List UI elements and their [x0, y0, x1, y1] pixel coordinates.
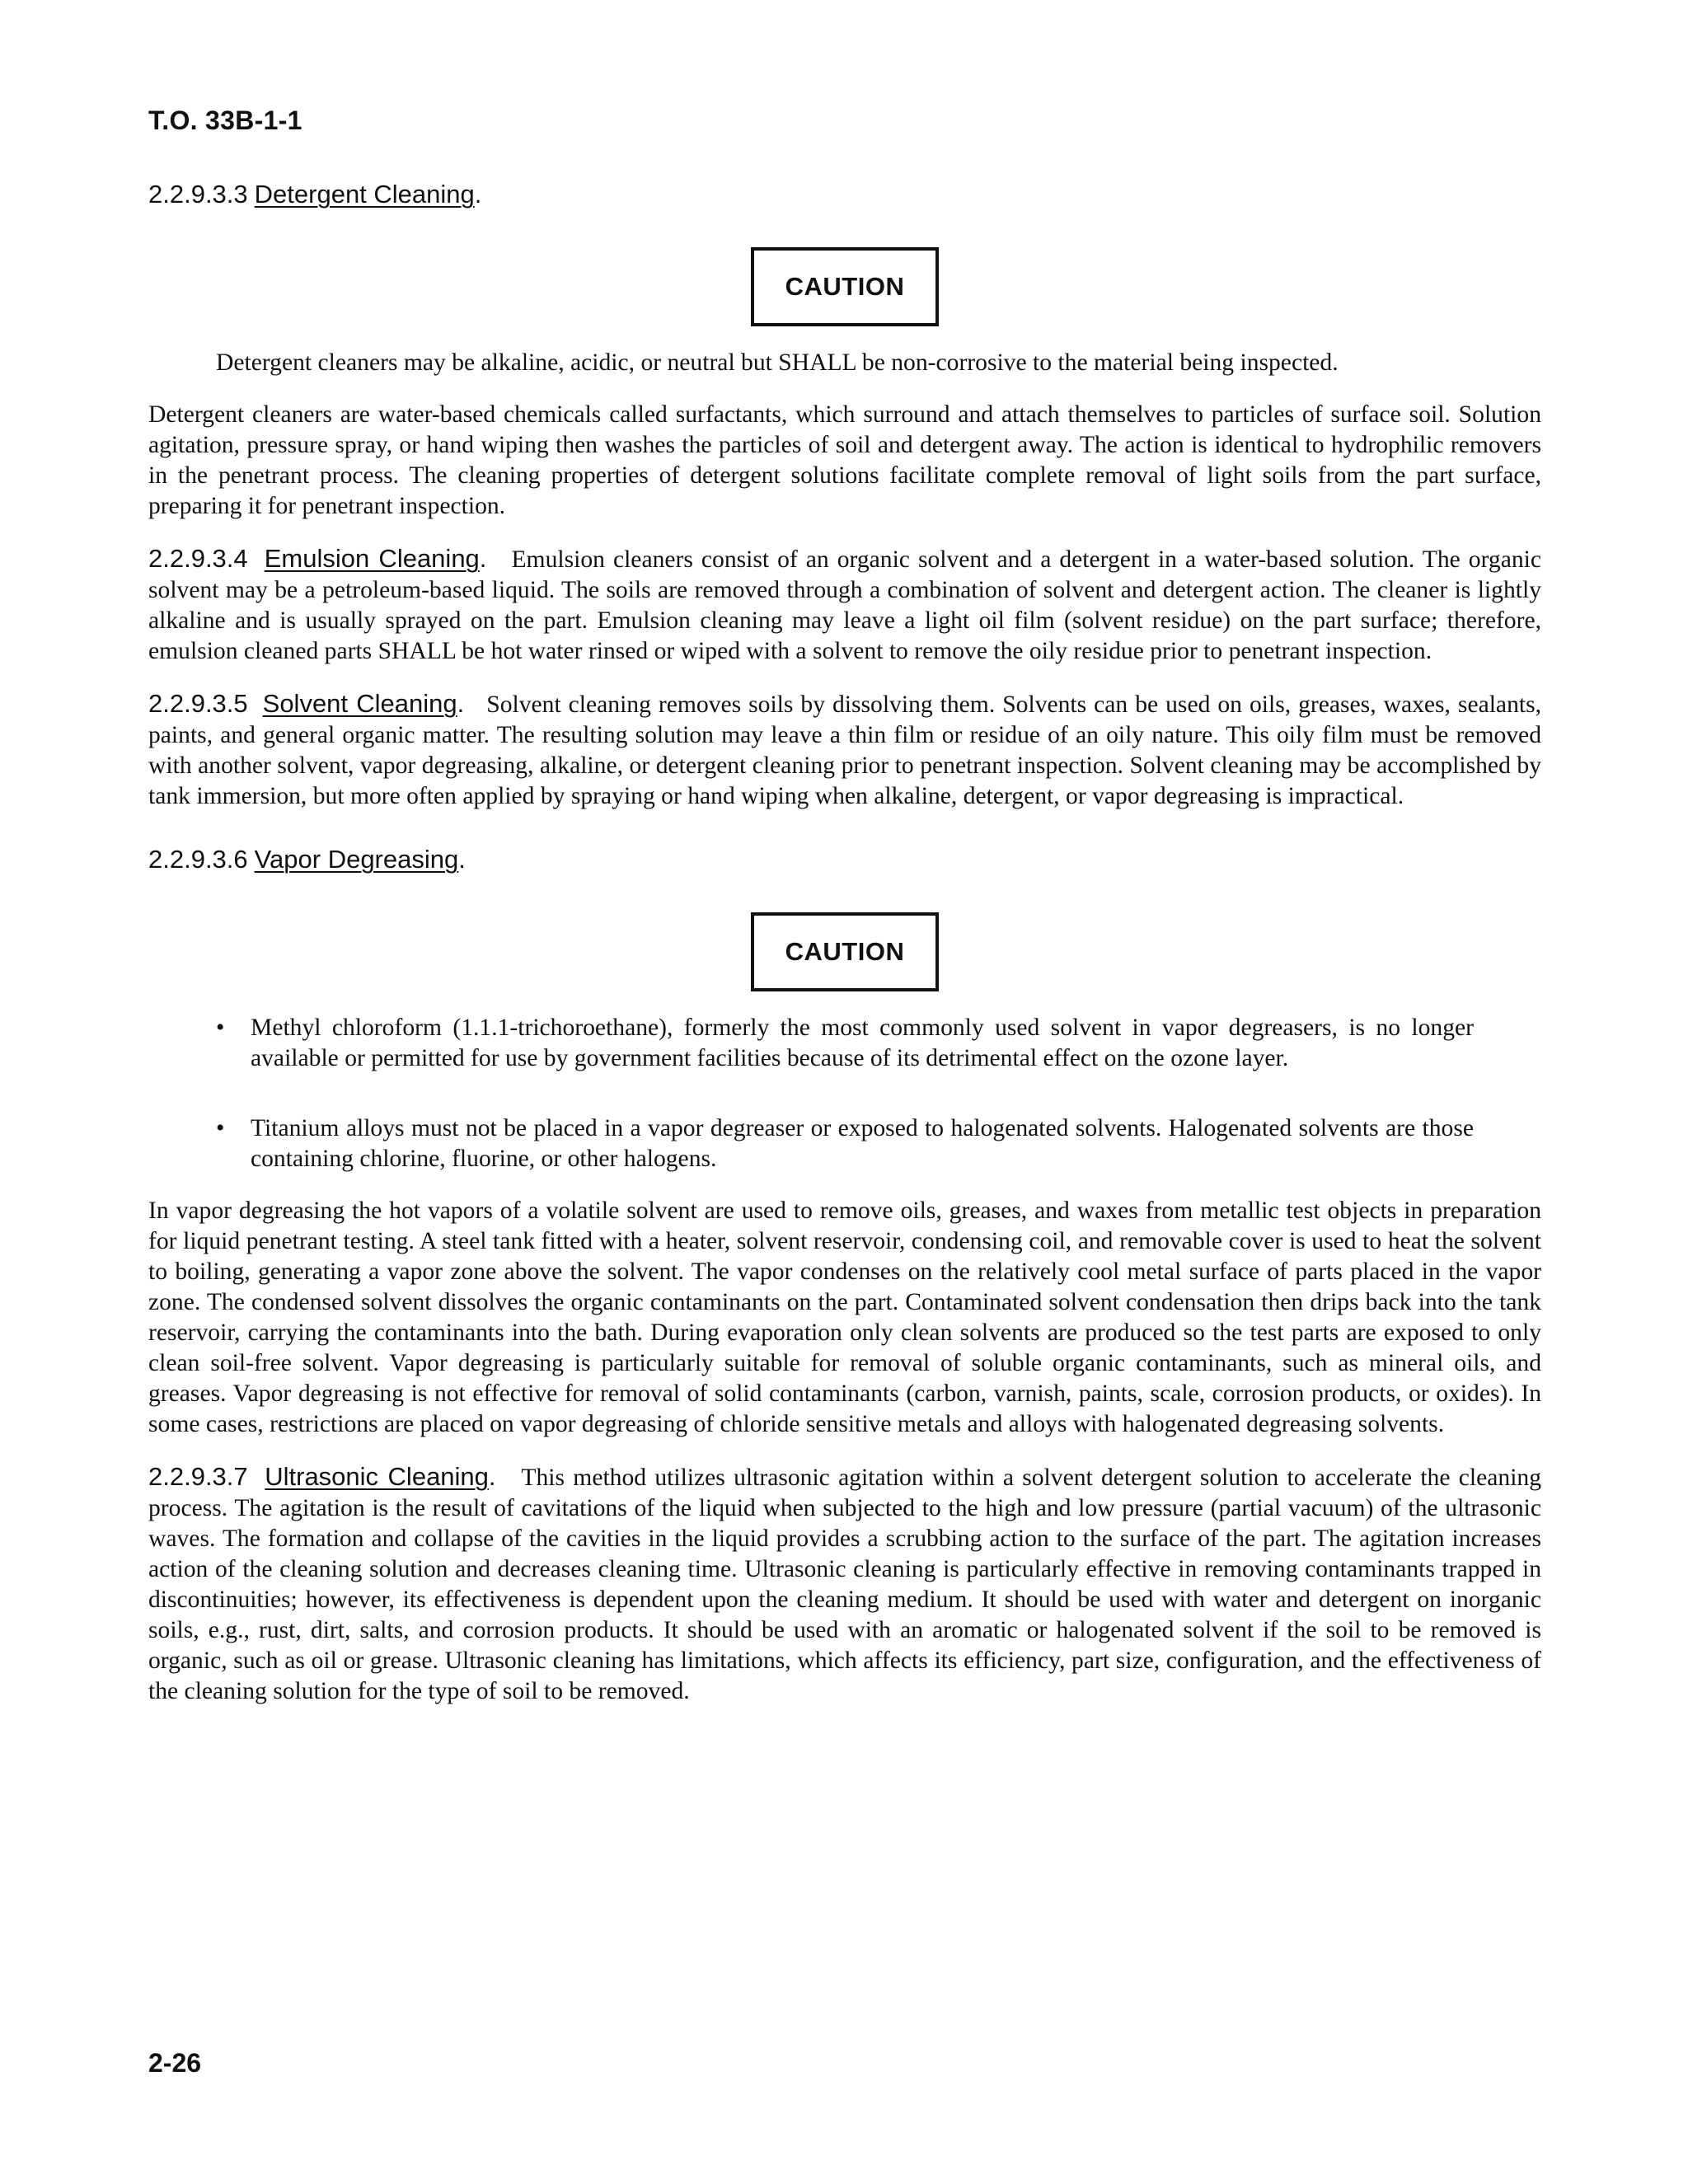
- section-emulsion-cleaning: 2.2.9.3.4 Emulsion Cleaning. Emulsion cleaners consist of an organic solvent and a detergent in a water-based solution. The organic solvent may be a petroleum-based liquid. The soils are removed through a combination of solvent and detergent action. The cleaner is lightly alkaline and is usually sprayed on the part. Emulsion cleaning may leave a light oil film (solvent residue) on the part surface; therefore, emulsion cleaned parts SHALL be hot water rinsed or wiped with a solvent to remove the oily residue prior to penetrant inspection.: [148, 544, 1541, 664]
- section-body: This method utilizes ultrasonic agitation within a solvent detergent solution to accelerate the cleaning process. The agitation is the result of cavitations of the liquid when subjected to the high and low pressure (partial vacuum) of the ultrasonic waves. The formation and collapse of the cavities in the liquid provides a scrubbing action to the surface of the part. The agitation increases action of the cleaning solution and decreases cleaning time. Ultrasonic cleaning is particularly effective in removing contaminants trapped in discontinuities; however, its effectiveness is dependent upon the cleaning medium. It should be used with water and detergent on inorganic soils, e.g., rust, dirt, salts, and corrosion products. It should be used with an aromatic or halogenated solvent if the soil to be removed is organic, such as oil or grease. Ultrasonic cleaning has limitations, which affects its efficiency, part size, configuration, and the effectiveness of the cleaning solution for the type of soil to be removed.: [148, 1465, 1542, 1704]
- section-number: 2.2.9.3.4: [148, 544, 248, 573]
- document-id-header: T.O. 33B-1-1: [148, 105, 302, 135]
- section-number: 2.2.9.3.3: [148, 180, 248, 209]
- bullet-icon: •: [216, 1115, 225, 1141]
- bullet-icon: •: [216, 1015, 225, 1041]
- section-heading-vapor-degreasing: 2.2.9.3.6 Vapor Degreasing.: [148, 845, 466, 874]
- body-paragraph: Detergent cleaners are water-based chemicals called surfactants, which surround and attach themselves to particles of surface soil. Solution agitation, pressure spray, or hand wiping then washes the particles of soil and detergent away. The action is identical to hydrophilic removers in the penetrant process. The cleaning properties of detergent solutions facilitate complete removal of light soils from the part surface, preparing it for penetrant inspection.: [148, 401, 1541, 519]
- section-title: Ultrasonic Cleaning: [265, 1462, 489, 1491]
- section-number: 2.2.9.3.5: [148, 689, 248, 718]
- section-body: Solvent cleaning removes soils by dissolving them. Solvents can be used on oils, greases, waxes, sealants, paints, and general organic matter. The resulting solution may leave a thin film or residue of an oily nature. This oily film must be removed with another solvent, vapor degreasing, alkaline, or detergent cleaning prior to penetrant inspection. Solvent cleaning may be accomplished by tank immersion, but more often applied by spraying or hand wiping when alkaline, detergent, or vapor degreasing is impractical.: [148, 691, 1542, 809]
- caution-label-box: CAUTION: [751, 912, 940, 991]
- section-body: Emulsion cleaners consist of an organic solvent and a detergent in a water-based solution. The organic solvent may be a petroleum-based liquid. The soils are removed through a combination of solvent and detergent action. The cleaner is lightly alkaline and is usually sprayed on the part. Emulsion cleaning may leave a light oil film (solvent residue) on the part surface; therefore, emulsion cleaned parts SHALL be hot water rinsed or wiped with a solvent to remove the oily residue prior to penetrant inspection.: [148, 546, 1541, 664]
- page-content: [148, 176, 1541, 1728]
- section-title: Detergent Cleaning: [254, 180, 475, 209]
- section-number: 2.2.9.3.7: [148, 1462, 248, 1491]
- section-title: Vapor Degreasing: [254, 845, 459, 874]
- caution-label-box: CAUTION: [751, 247, 940, 326]
- document-page: [148, 0, 1541, 2184]
- page-number: 2-26: [148, 2048, 202, 2078]
- caution-bullet-item: • Titanium alloys must not be placed in a vapor degreaser or exposed to halogenated solvents. Halogenated solvents are those containing chlorine, fluorine, or other halogens.: [216, 1115, 1474, 1172]
- section-heading-detergent-cleaning: 2.2.9.3.3 Detergent Cleaning.: [148, 180, 482, 209]
- section-title: Emulsion Cleaning: [264, 544, 480, 573]
- body-paragraph: In vapor degreasing the hot vapors of a volatile solvent are used to remove oils, greases, and waxes from metallic test objects in preparation for liquid penetrant testing. A steel tank fitted with a heater, solvent reservoir, condensing coil, and removable cover is used to heat the solvent to boiling, generating a vapor zone above the solvent. The vapor condenses on the relatively cool metal surface of parts placed in the vapor zone. The condensed solvent dissolves the organic contaminants on the part. Contaminated solvent condensation then drips back into the tank reservoir, carrying the contaminants into the bath. During evaporation only clean solvents are produced so the test parts are exposed to only clean soil-free solvent. Vapor degreasing is particularly suitable for removal of soluble organic contaminants, such as mineral oils, and greases. Vapor degreasing is not effective for removal of solid contaminants (carbon, varnish, paints, scale, corrosion products, or oxides). In some cases, restrictions are placed on vapor degreasing of chloride sensitive metals and alloys with halogenated degreasing solvents.: [148, 1197, 1541, 1437]
- caution-bullet-list: [216, 1013, 1474, 1174]
- caution-text: Detergent cleaners may be alkaline, acidic, or neutral but SHALL be non-corrosive to the material being inspected.: [216, 349, 1339, 376]
- section-title: Solvent Cleaning: [262, 689, 457, 718]
- section-solvent-cleaning: 2.2.9.3.5 Solvent Cleaning. Solvent cleaning removes soils by dissolving them. Solvents can be used on oils, greases, waxes, sealants, paints, and general organic matter. The resulting solution may leave a thin film or residue of an oily nature. This oily film must be removed with another solvent, vapor degreasing, alkaline, or detergent cleaning prior to penetrant inspection. Solvent cleaning may be accomplished by tank immersion, but more often applied by spraying or hand wiping when alkaline, detergent, or vapor degreasing is impractical.: [148, 689, 1542, 809]
- caution-notice: [148, 247, 1541, 326]
- section-ultrasonic-cleaning: 2.2.9.3.7 Ultrasonic Cleaning. This method utilizes ultrasonic agitation within a solvent detergent solution to accelerate the cleaning process. The agitation is the result of cavitations of the liquid when subjected to the high and low pressure (partial vacuum) of the ultrasonic waves. The formation and collapse of the cavities in the liquid provides a scrubbing action to the surface of the part. The agitation increases action of the cleaning solution and decreases cleaning time. Ultrasonic cleaning is particularly effective in removing contaminants trapped in discontinuities; however, its effectiveness is dependent upon the cleaning medium. It should be used with water and detergent on inorganic soils, e.g., rust, dirt, salts, and corrosion products. It should be used with an aromatic or halogenated solvent if the soil to be removed is organic, such as oil or grease. Ultrasonic cleaning has limitations, which affects its efficiency, part size, configuration, and the effectiveness of the cleaning solution for the type of soil to be removed.: [148, 1462, 1542, 1704]
- caution-notice: [148, 912, 1541, 991]
- section-number: 2.2.9.3.6: [148, 845, 248, 874]
- caution-bullet-item: • Methyl chloroform (1.1.1-trichoroethane), formerly the most commonly used solvent in vapor degreasers, is no longer available or permitted for use by government facilities because of its detrimental effect on the ozone layer.: [216, 1015, 1474, 1071]
